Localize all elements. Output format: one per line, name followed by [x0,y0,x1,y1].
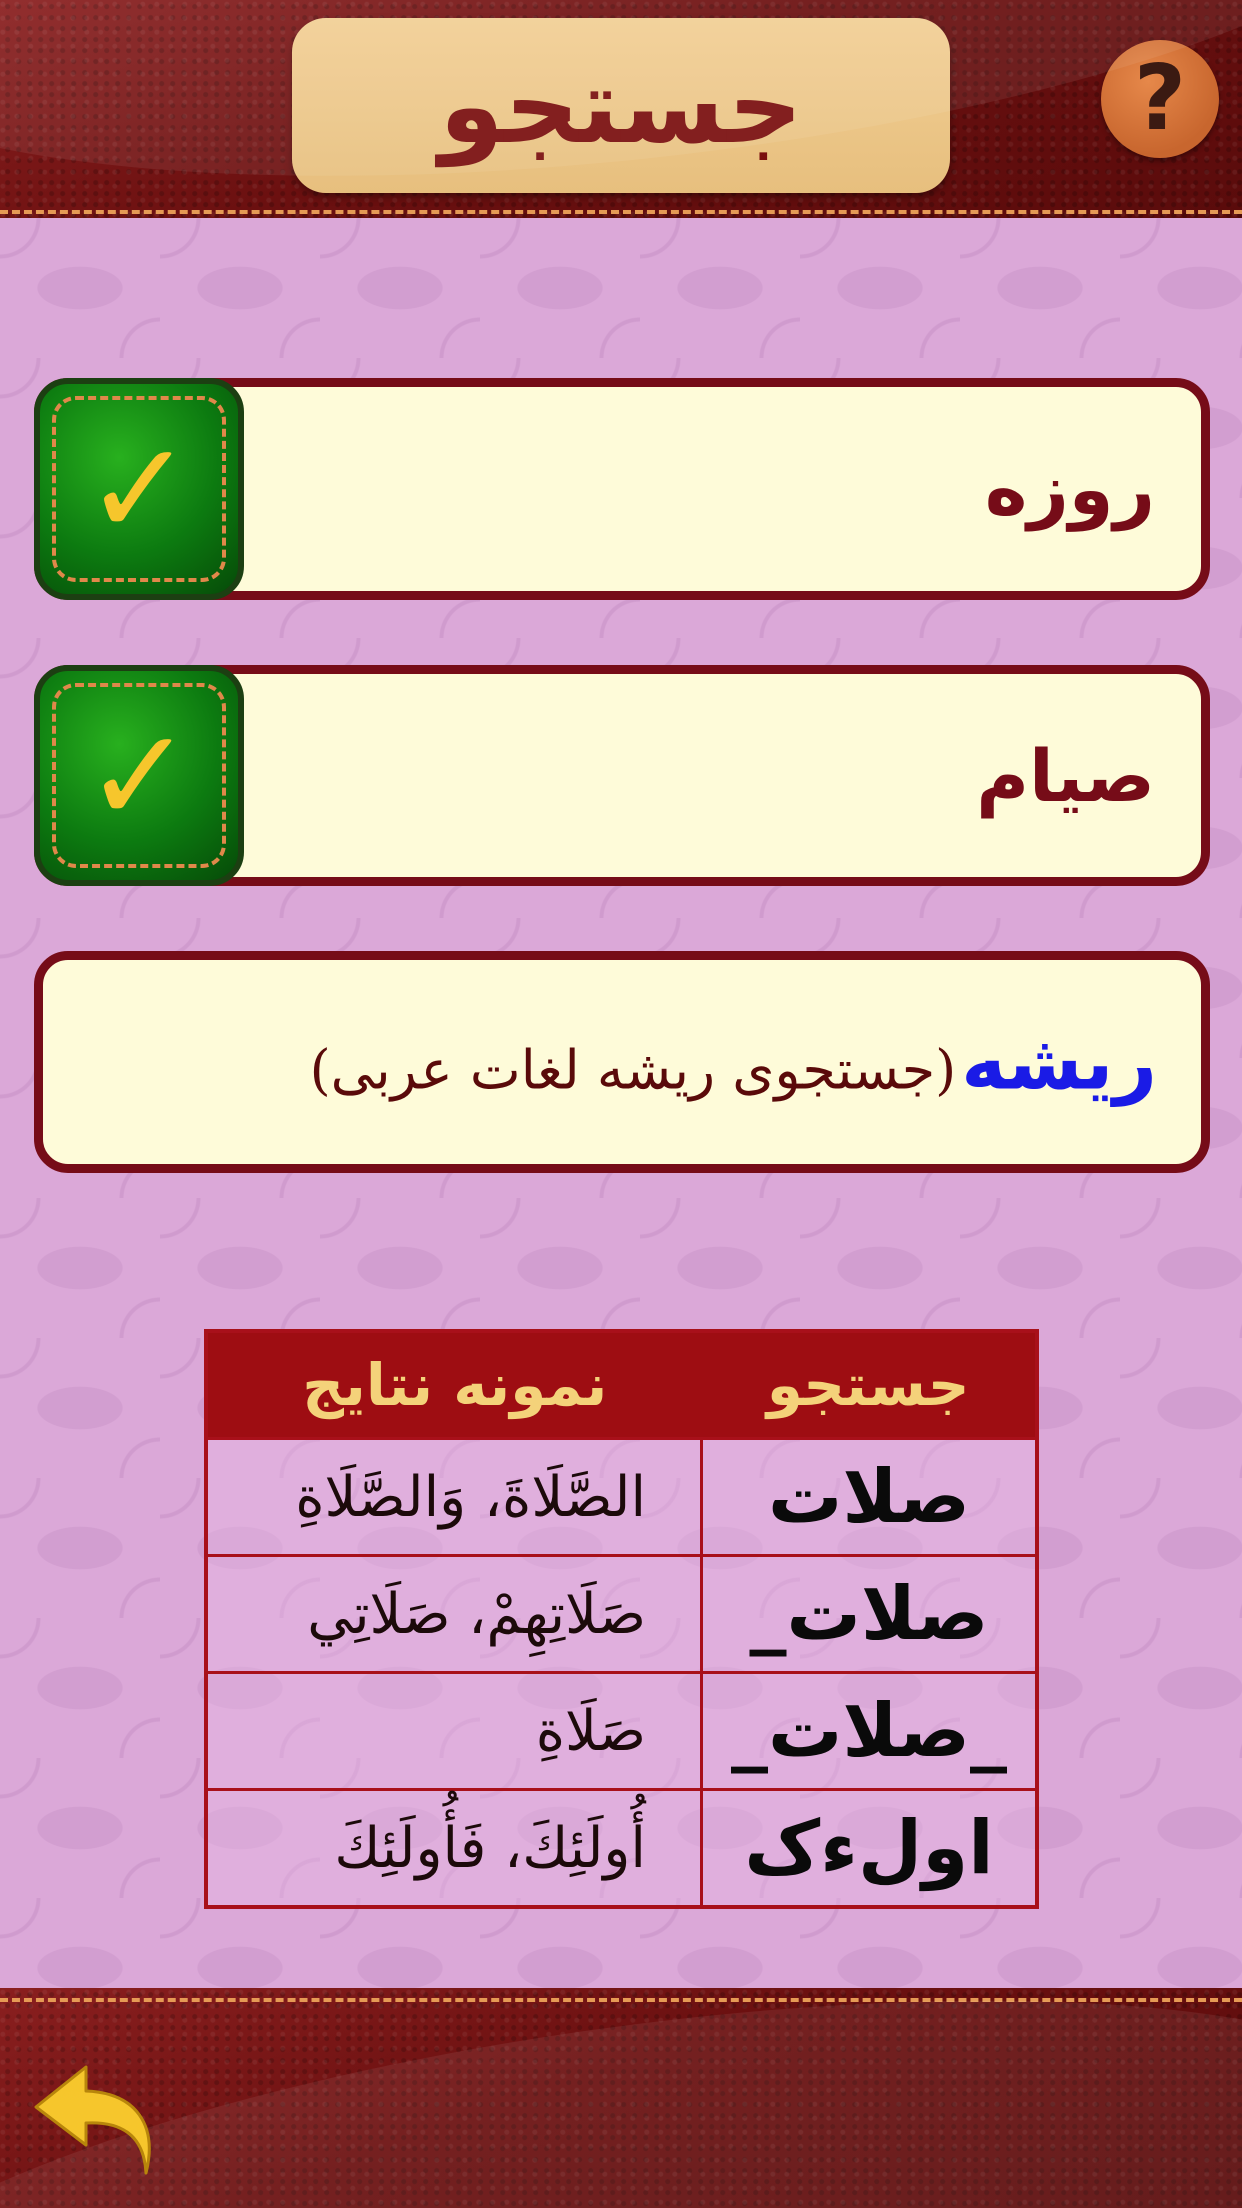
row-results: صَلَاتِهِمْ، صَلَاتِي [206,1556,702,1673]
row-results: صَلَاةِ [206,1673,702,1790]
check-icon: ✓ [84,413,194,565]
option-siyam[interactable] [34,665,1210,886]
question-icon: ? [1133,46,1187,151]
checkbox-rozeh[interactable] [34,378,244,600]
row-results: الصَّلَاةَ، وَالصَّلَاةِ [206,1439,702,1556]
checkbox-siyam[interactable] [34,665,244,886]
header-bar [0,0,1242,218]
option-label: روزه [984,447,1155,531]
examples-table [204,1329,1039,1909]
page-title: جستجو [439,44,803,167]
back-arrow-icon [26,2045,166,2185]
footer-bar [0,1988,1242,2208]
column-header-term: جستجو [702,1331,1038,1439]
footer-stitch [0,1998,1242,2002]
row-results: أُولَئِكَ، فَأُولَئِكَ [206,1790,702,1908]
check-icon: ✓ [84,699,194,852]
table-row [206,1556,1037,1673]
help-button[interactable] [1101,40,1219,158]
root-search-text [310,1018,1157,1107]
row-term: _صلات_ [702,1673,1038,1790]
row-term: اولءک [702,1790,1038,1908]
header-stitch [0,210,1242,214]
table-row [206,1439,1037,1556]
table-row [206,1673,1037,1790]
table-row [206,1790,1037,1908]
root-search-option[interactable] [34,951,1210,1173]
back-button[interactable] [26,2045,166,2185]
root-description: (جستجوی ریشه لغات عربی) [309,1038,957,1102]
table-header-row [206,1331,1037,1439]
column-header-results: نمونه نتایج [206,1331,702,1439]
option-label: صیام [976,733,1155,818]
row-term: صلات_ [702,1556,1038,1673]
option-rozeh[interactable] [34,378,1210,600]
row-term: صلات [702,1439,1038,1556]
page-title-plate [292,18,950,193]
root-keyword: ریشه [961,1017,1157,1107]
